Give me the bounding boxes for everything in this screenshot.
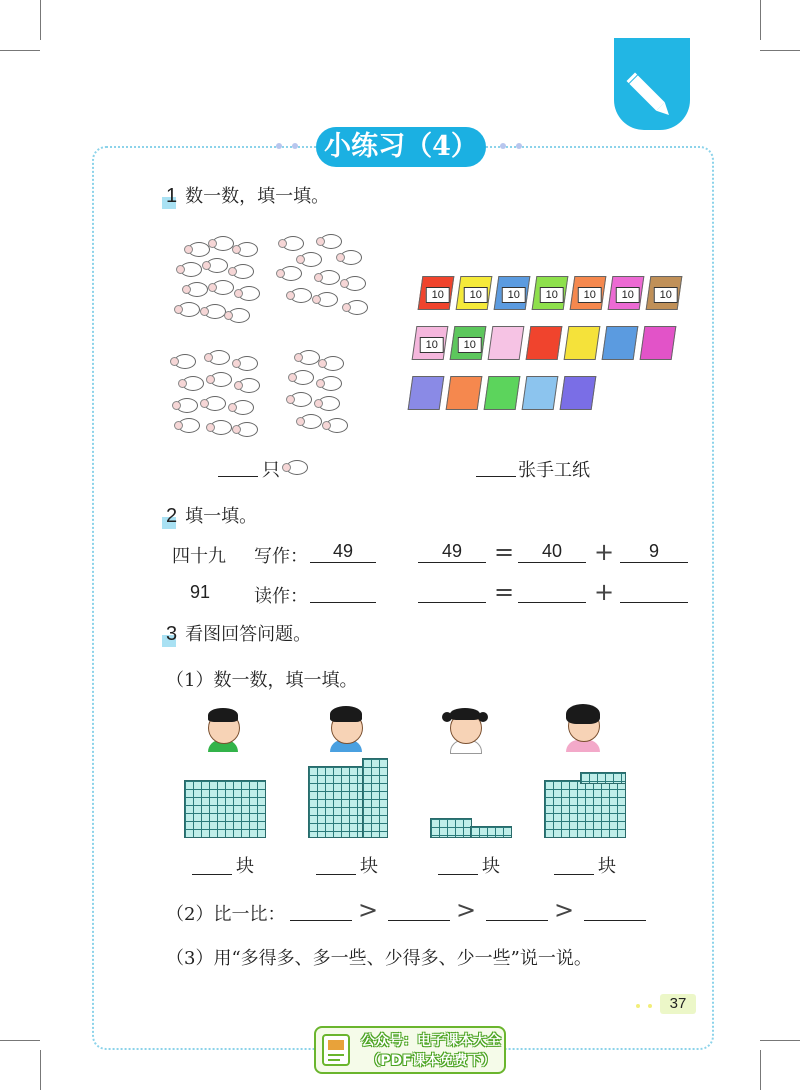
crop-mark (0, 1040, 40, 1041)
row2-read-blank[interactable] (310, 580, 376, 603)
paper-count-blank[interactable] (476, 454, 516, 477)
question-prompt: 数一数，填一填。 (185, 186, 330, 207)
sheep-icon (320, 234, 342, 249)
paper-bundle-ten (456, 276, 493, 310)
sheep-unit: 只 (262, 460, 280, 481)
ten-label: 10 (464, 287, 488, 303)
watermark-line-2: （PDF课本免费下） (366, 1053, 496, 1069)
question-2 (166, 502, 257, 528)
ten-label: 10 (420, 337, 444, 353)
sheep-icon (180, 262, 202, 277)
sheep-icon (282, 236, 304, 251)
sheep-icon (290, 392, 312, 407)
block-stack-2-top (362, 758, 388, 838)
sheep-icon (300, 252, 322, 267)
ten-label: 10 (540, 287, 564, 303)
compare-blank-3[interactable] (486, 898, 548, 921)
block-stack-2 (308, 766, 366, 838)
sheep-icon (206, 258, 228, 273)
sheep-icon (176, 398, 198, 413)
sheep-icon (318, 270, 340, 285)
decor-dot (500, 143, 506, 149)
decor-dot (516, 143, 522, 149)
paper-single (602, 326, 639, 360)
watermark-badge (314, 1026, 506, 1074)
decor-dot (648, 1004, 652, 1008)
sheep-icon (174, 354, 196, 369)
block-unit: 块 (360, 856, 378, 877)
paper-single (488, 326, 525, 360)
child-hair (208, 708, 238, 722)
row1-sum-blank[interactable]: 49 (418, 540, 486, 563)
crop-mark (0, 50, 40, 51)
paper-single (522, 376, 559, 410)
plus-sign: + (594, 538, 615, 566)
paper-single (560, 376, 597, 410)
decor-dot (292, 143, 298, 149)
sheep-icon (204, 304, 226, 319)
block-unit: 块 (482, 856, 500, 877)
child-hair (450, 708, 480, 720)
greater-than-sign: > (456, 896, 477, 924)
sheep-icon (212, 236, 234, 251)
sheep-icon (238, 378, 260, 393)
row2-sum-blank[interactable] (418, 580, 486, 603)
ten-label: 10 (578, 287, 602, 303)
sheep-icon (286, 460, 308, 475)
crop-mark (40, 1050, 41, 1090)
block-stack-1 (184, 780, 266, 838)
sheep-icon (236, 356, 258, 371)
sheep-icon (322, 356, 344, 371)
block-unit: 块 (236, 856, 254, 877)
sheep-icon (344, 276, 366, 291)
question-1 (166, 182, 329, 208)
question-prompt: 填一填。 (185, 506, 258, 527)
decor-dot (276, 143, 282, 149)
block-stack-3 (430, 818, 472, 838)
sheep-icon (178, 302, 200, 317)
sheep-icon (236, 422, 258, 437)
paper-bundle-ten (608, 276, 645, 310)
crop-mark (40, 0, 41, 40)
page-number: 37 (660, 994, 696, 1014)
crop-mark (760, 1050, 761, 1090)
block-count-blank-2[interactable] (316, 852, 356, 875)
block-unit: 块 (598, 856, 616, 877)
sheep-icon (204, 396, 226, 411)
ten-label: 10 (616, 287, 640, 303)
question-number: 1 (166, 185, 178, 207)
sheep-icon (210, 372, 232, 387)
pencil-tab (614, 38, 690, 130)
sheep-icon (228, 308, 250, 323)
book-icon (322, 1034, 350, 1066)
paper-single (640, 326, 677, 360)
question-3 (166, 620, 311, 646)
sheep-icon (236, 242, 258, 257)
greater-than-sign: > (358, 896, 379, 924)
child-pigtail (478, 712, 488, 722)
row1-tens-blank[interactable]: 40 (518, 540, 586, 563)
equals-sign: = (494, 538, 515, 566)
sheep-icon (186, 282, 208, 297)
row1-word: 四十九 (172, 546, 226, 567)
paper-bundle-ten (412, 326, 449, 360)
block-count-blank-1[interactable] (192, 852, 232, 875)
paper-bundle-ten (418, 276, 455, 310)
sheep-count-blank[interactable] (218, 454, 258, 477)
question-prompt: 看图回答问题。 (185, 624, 312, 645)
child-hair (566, 704, 600, 724)
row1-write-blank[interactable]: 49 (310, 540, 376, 563)
block-count-blank-4[interactable] (554, 852, 594, 875)
crop-mark (760, 50, 800, 51)
sheep-icon (316, 292, 338, 307)
question-number: 3 (166, 623, 178, 645)
compare-blank-1[interactable] (290, 898, 352, 921)
part-3-prompt: （3）用“多得多、多一些、少得多、少一些”说一说。 (166, 948, 592, 969)
block-count-blank-3[interactable] (438, 852, 478, 875)
ten-label: 10 (458, 337, 482, 353)
row2-ones-blank[interactable] (620, 580, 688, 603)
decor-dot (636, 1004, 640, 1008)
child-hair (330, 706, 362, 722)
greater-than-sign: > (554, 896, 575, 924)
crop-mark (760, 1040, 800, 1041)
sheep-icon (188, 242, 210, 257)
paper-single (408, 376, 445, 410)
sheep-icon (182, 376, 204, 391)
sheep-icon (280, 266, 302, 281)
question-number: 2 (166, 505, 178, 527)
block-stack-4 (544, 780, 626, 838)
ten-label: 10 (426, 287, 450, 303)
crop-mark (760, 0, 761, 40)
part-2-prompt: （2）比一比： (166, 904, 286, 925)
sheep-icon (212, 280, 234, 295)
row2-tens-blank[interactable] (518, 580, 586, 603)
compare-blank-4[interactable] (584, 898, 646, 921)
sheep-icon (318, 396, 340, 411)
ten-label: 10 (502, 287, 526, 303)
plus-sign: + (594, 578, 615, 606)
paper-single (564, 326, 601, 360)
paper-single (484, 376, 521, 410)
row2-label: 读作： (254, 586, 308, 607)
sheep-icon (208, 350, 230, 365)
block-stack-3-extra (470, 826, 512, 838)
sheep-icon (178, 418, 200, 433)
paper-unit: 张手工纸 (518, 460, 590, 481)
sheep-icon (340, 250, 362, 265)
sheep-icon (232, 264, 254, 279)
paper-single (526, 326, 563, 360)
pencil-icon (614, 38, 690, 130)
paper-bundle-ten (532, 276, 569, 310)
sheep-icon (298, 350, 320, 365)
sheep-icon (292, 370, 314, 385)
child-pigtail (442, 712, 452, 722)
paper-single (446, 376, 483, 410)
paper-bundle-ten (570, 276, 607, 310)
sheep-icon (232, 400, 254, 415)
row1-label: 写作： (254, 546, 308, 567)
watermark-line-1: 公众号：电子课本大全 (361, 1033, 501, 1049)
paper-bundle-ten (646, 276, 683, 310)
row1-ones-blank[interactable]: 9 (620, 540, 688, 563)
paper-bundle-ten (450, 326, 487, 360)
block-stack-4-top (580, 772, 626, 784)
equals-sign: = (494, 578, 515, 606)
sheep-icon (300, 414, 322, 429)
row2-number: 91 (190, 582, 211, 602)
paper-bundle-ten (494, 276, 531, 310)
compare-blank-2[interactable] (388, 898, 450, 921)
sheep-icon (290, 288, 312, 303)
sheep-icon (210, 420, 232, 435)
sheep-icon (326, 418, 348, 433)
lesson-title: 小练习（4） (316, 127, 486, 167)
sheep-icon (346, 300, 368, 315)
ten-label: 10 (654, 287, 678, 303)
part-1-prompt: （1）数一数，填一填。 (166, 670, 358, 691)
sheep-icon (320, 376, 342, 391)
sheep-icon (238, 286, 260, 301)
